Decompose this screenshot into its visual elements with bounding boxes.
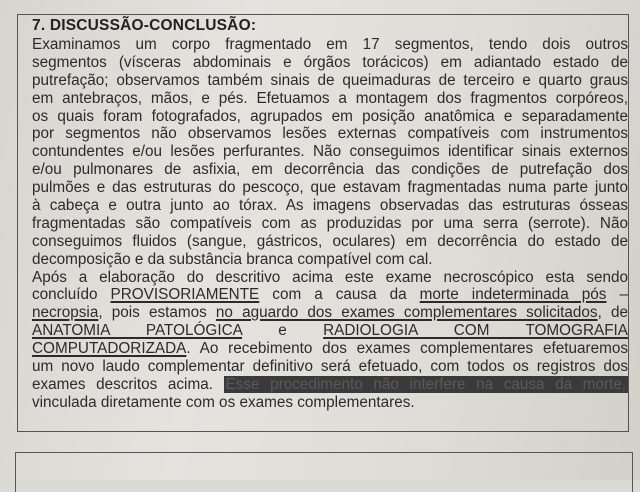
text-segment: exames descritos acima. [32, 375, 224, 393]
underlined-term: morte indeterminada pós [419, 286, 607, 304]
text-segment: e [242, 322, 324, 340]
text-line: um novo laudo complementar definitivo será efetuado, com todos os registros dos [32, 358, 628, 376]
underlined-term: no aguardo dos exames complementares solicitados [215, 304, 598, 322]
text-line [32, 376, 628, 394]
text-line: fragmentadas são compatíveis com as produzidas por uma serra (serrote). Não [32, 214, 628, 232]
text-line: Após a elaboração do descritivo acima este exame necroscópico esta sendo [32, 268, 628, 286]
text-line [32, 286, 628, 304]
text-line: à cabeça e outra junto ao tórax. As imagens observadas das estruturas ósseas [32, 197, 628, 215]
text-line: e/ou pulmonares de asfixia, em decorrência das condições de putrefação dos [32, 161, 628, 179]
text-line: conseguimos fluidos (sangue, gástricos, oculares) em decorrência do estado de [32, 232, 628, 250]
redaction-highlight: Esse procedimento não interfere na causa da morte, [225, 375, 627, 393]
text-line: Examinamos um corpo fragmentado em 17 segmentos, tendo dois outros [32, 36, 628, 53]
section-body [32, 36, 632, 412]
text-line: por segmentos não observamos lesões externas compatíveis com instrumentos [32, 125, 628, 143]
text-segment: , de [597, 304, 628, 322]
text-line: vinculada diretamente com os exames complementares. [32, 393, 415, 411]
text-line: decomposição e da substância branca compatível com cal. [32, 250, 433, 268]
text-line [32, 340, 628, 358]
underlined-term: COMPUTADORIZADA [32, 340, 187, 358]
underlined-term: RADIOLOGIA COM TOMOGRAFIA [323, 322, 628, 340]
section-title: 7. DISCUSSÃO-CONCLUSÃO: [32, 17, 257, 34]
underlined-term: ANATOMIA PATOLÓGICA [32, 322, 242, 340]
text-segment: concluído [32, 286, 111, 304]
text-segment: – [606, 286, 628, 304]
next-section-box [15, 452, 633, 492]
text-line: em antebraços, mãos, e pés. Efetuamos a montagem dos fragmentos corpóreos, [32, 89, 628, 107]
underlined-term: PROVISORIAMENTE [110, 286, 260, 304]
text-line: segmentos (vísceras abdominais e órgãos torácicos) em adiantado estado de [32, 53, 628, 71]
text-line: contundentes e/ou lesões perfurantes. Não conseguimos identificar sinais externos [32, 143, 628, 161]
text-line: pulmões e das estruturas do pescoço, que estavam fragmentadas numa parte junto [32, 179, 628, 197]
text-line: putrefação; observamos também sinais de queimaduras de terceiro e quarto graus [32, 71, 628, 89]
text-segment: com a causa da [259, 286, 420, 304]
text-segment: . Ao recebimento dos exames complementares efetuaremos [186, 340, 628, 358]
text-line [32, 322, 628, 340]
underlined-term: necropsia [32, 304, 99, 322]
text-line: os quais foram fotografados, agrupados em posição anatômica e separadamente [32, 107, 628, 125]
text-segment: , pois estamos [98, 304, 216, 322]
text-line [32, 304, 628, 322]
